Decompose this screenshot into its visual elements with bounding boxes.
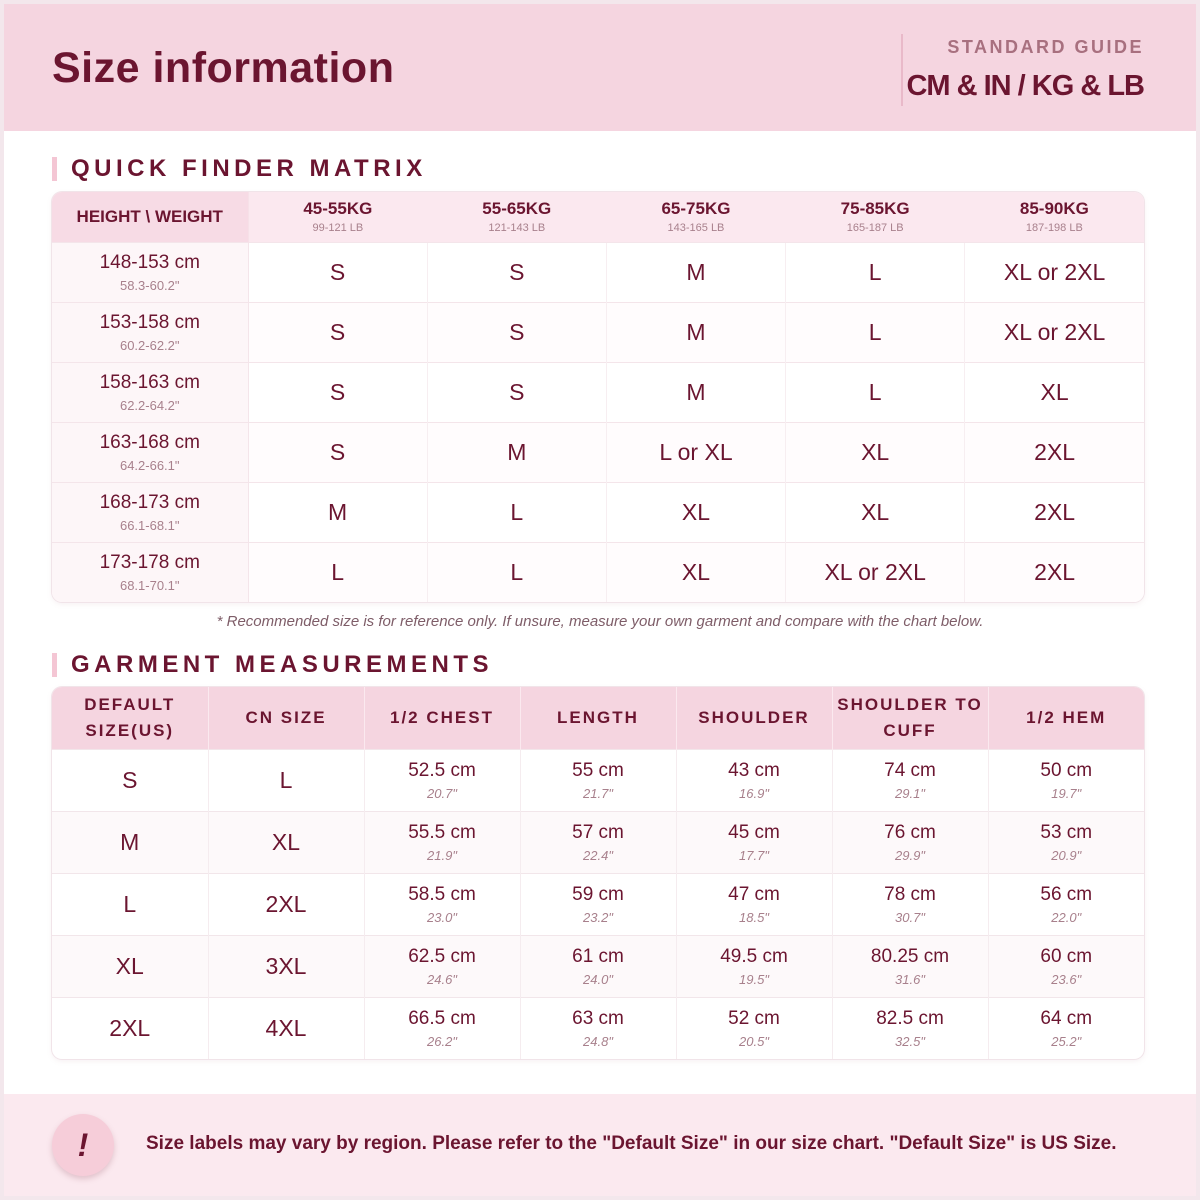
- measurement-cm: 52 cm: [728, 1007, 780, 1029]
- matrix-row: [52, 362, 1144, 422]
- weight-kg: 75-85KG: [840, 199, 910, 219]
- measurement-cm: 76 cm: [884, 821, 936, 843]
- measurement-in: 23.2": [583, 909, 613, 925]
- weight-lb: 99-121 LB: [312, 222, 364, 235]
- height-cm: 168-173 cm: [99, 491, 200, 513]
- recommended-size-cell: M: [606, 302, 785, 362]
- matrix-row: [52, 422, 1144, 482]
- measurement-cell: [364, 873, 520, 935]
- column-header: CN SIZE: [208, 687, 364, 749]
- garment-measurements-table: [52, 687, 1144, 1059]
- recommended-size-cell: XL: [606, 482, 785, 542]
- height-cell: [52, 362, 248, 422]
- height-cm: 148-153 cm: [99, 251, 200, 273]
- weight-kg: 45-55KG: [303, 199, 373, 219]
- matrix-row: [52, 542, 1144, 602]
- recommended-size-cell: S: [248, 302, 427, 362]
- measurement-cell: [988, 935, 1144, 997]
- recommendation-footnote: * Recommended size is for reference only. If unsure, measure your own garment and compare with the chart below.: [216, 613, 984, 630]
- measurement-in: 29.1": [895, 785, 925, 801]
- measurement-in: 18.5": [739, 909, 769, 925]
- measurement-cell: [832, 997, 988, 1059]
- measurement-cell: [364, 811, 520, 873]
- measurement-in: 24.8": [583, 1033, 613, 1049]
- measurement-in: 21.9": [427, 847, 457, 863]
- size-guide-page: [4, 4, 1196, 1196]
- column-header: 1/2 HEM: [988, 687, 1144, 749]
- garment-title: GARMENT MEASUREMENTS: [71, 651, 494, 678]
- measurement-in: 22.0": [1051, 909, 1082, 925]
- quick-finder-table: [52, 192, 1144, 602]
- recommended-size-cell: XL or 2XL: [786, 542, 965, 602]
- measurement-cm: 58.5 cm: [408, 883, 476, 905]
- recommended-size-cell: S: [427, 242, 606, 302]
- recommended-size-cell: 2XL: [965, 542, 1144, 602]
- measurement-in: 25.2": [1051, 1033, 1082, 1049]
- measurement-in: 29.9": [895, 847, 925, 863]
- us-size-cell: XL: [52, 935, 208, 997]
- measurement-in: 16.9": [739, 785, 769, 801]
- page-title: Size information: [52, 44, 395, 92]
- height-cm: 158-163 cm: [99, 371, 200, 393]
- measurement-cell: [364, 997, 520, 1059]
- height-cell: [52, 302, 248, 362]
- measurement-in: 19.7": [1051, 785, 1082, 801]
- measurement-in: 23.0": [427, 909, 457, 925]
- weight-kg: 65-75KG: [661, 199, 731, 219]
- recommended-size-cell: XL or 2XL: [965, 242, 1144, 302]
- region-notice: [4, 1094, 1196, 1196]
- measurement-cm: 78 cm: [884, 883, 936, 905]
- measurement-in: 30.7": [895, 909, 925, 925]
- measurement-cm: 55 cm: [572, 759, 624, 781]
- weight-header: [786, 192, 965, 242]
- section-accent-bar: [52, 157, 57, 181]
- recommended-size-cell: XL: [786, 482, 965, 542]
- measurement-row: [52, 873, 1144, 935]
- garment-heading: [52, 651, 493, 679]
- measurement-cell: [832, 873, 988, 935]
- measurement-cell: [676, 935, 832, 997]
- height-cell: [52, 242, 248, 302]
- column-header: 1/2 CHEST: [364, 687, 520, 749]
- recommended-size-cell: S: [427, 302, 606, 362]
- recommended-size-cell: 2XL: [965, 482, 1144, 542]
- measurement-cm: 80.25 cm: [870, 945, 950, 967]
- measurement-cell: [676, 873, 832, 935]
- measurement-cm: 66.5 cm: [408, 1007, 476, 1029]
- recommended-size-cell: S: [427, 362, 606, 422]
- measurement-cell: [520, 873, 676, 935]
- measurement-row: [52, 997, 1144, 1059]
- matrix-row: [52, 242, 1144, 302]
- height-in: 66.1-68.1": [119, 517, 180, 533]
- column-header: LENGTH: [520, 687, 676, 749]
- measurement-cm: 55.5 cm: [408, 821, 476, 843]
- recommended-size-cell: L: [786, 302, 965, 362]
- measurement-cm: 43 cm: [728, 759, 780, 781]
- measurement-in: 19.5": [739, 971, 769, 987]
- recommended-size-cell: M: [606, 362, 785, 422]
- measurement-cm: 49.5 cm: [720, 945, 788, 967]
- measurement-in: 21.7": [583, 785, 613, 801]
- measurement-in: 17.7": [739, 847, 769, 863]
- height-cell: [52, 422, 248, 482]
- height-in: 68.1-70.1": [119, 577, 180, 593]
- measurement-cm: 53 cm: [1040, 821, 1093, 843]
- recommended-size-cell: L: [427, 482, 606, 542]
- weight-header: [965, 192, 1144, 242]
- weight-header: [606, 192, 785, 242]
- measurement-cell: [988, 873, 1144, 935]
- recommended-size-cell: M: [427, 422, 606, 482]
- measurement-in: 26.2": [427, 1033, 457, 1049]
- measurement-cm: 47 cm: [728, 883, 780, 905]
- weight-kg: 85-90KG: [1019, 199, 1089, 219]
- height-in: 62.2-64.2": [119, 397, 180, 413]
- height-in: 60.2-62.2": [119, 337, 180, 353]
- measurement-cell: [988, 811, 1144, 873]
- measurement-cell: [364, 749, 520, 811]
- recommended-size-cell: L: [427, 542, 606, 602]
- measurement-cm: 62.5 cm: [408, 945, 476, 967]
- height-cm: 173-178 cm: [99, 551, 200, 573]
- cn-size-cell: 3XL: [208, 935, 364, 997]
- measurement-cell: [832, 811, 988, 873]
- guide-units: CM & IN / KG & LB: [906, 70, 1144, 102]
- height-cell: [52, 482, 248, 542]
- cn-size-cell: XL: [208, 811, 364, 873]
- guide-label: STANDARD GUIDE: [947, 37, 1144, 57]
- height-in: 64.2-66.1": [119, 457, 180, 473]
- height-cm: 153-158 cm: [99, 311, 200, 333]
- height-cell: [52, 542, 248, 602]
- measurement-cm: 52.5 cm: [408, 759, 476, 781]
- measurement-cell: [520, 811, 676, 873]
- recommended-size-cell: M: [248, 482, 427, 542]
- cn-size-cell: 2XL: [208, 873, 364, 935]
- column-header: DEFAULT SIZE(US): [52, 687, 208, 749]
- cn-size-cell: L: [208, 749, 364, 811]
- matrix-header-row: [52, 192, 1144, 242]
- weight-lb: 165-187 LB: [846, 222, 904, 235]
- column-header: SHOULDER: [676, 687, 832, 749]
- measurement-cell: [988, 749, 1144, 811]
- measurement-cell: [676, 749, 832, 811]
- quick-finder-title: QUICK FINDER MATRIX: [71, 155, 427, 182]
- weight-header: [427, 192, 606, 242]
- measurement-row: [52, 811, 1144, 873]
- header-divider: [901, 34, 903, 106]
- us-size-cell: M: [52, 811, 208, 873]
- measurement-in: 31.6": [895, 971, 925, 987]
- quick-finder-heading: [52, 155, 427, 183]
- measurement-cm: 56 cm: [1040, 883, 1093, 905]
- matrix-row: [52, 302, 1144, 362]
- header-banner: [4, 4, 1196, 131]
- measurement-cell: [676, 997, 832, 1059]
- weight-lb: 187-198 LB: [1025, 222, 1083, 235]
- measurement-cell: [832, 749, 988, 811]
- exclamation-icon: !: [52, 1114, 114, 1176]
- notice-text: Size labels may vary by region. Please refer to the "Default Size" in our size chart. "Default Size" is US Size.: [146, 1133, 1117, 1154]
- height-cm: 163-168 cm: [99, 431, 200, 453]
- measurement-cm: 74 cm: [884, 759, 936, 781]
- column-header: SHOULDER TO CUFF: [832, 687, 988, 749]
- measurement-cm: 59 cm: [572, 883, 624, 905]
- measurement-row: [52, 935, 1144, 997]
- measurement-in: 20.5": [739, 1033, 769, 1049]
- cn-size-cell: 4XL: [208, 997, 364, 1059]
- section-accent-bar: [52, 653, 57, 677]
- recommended-size-cell: L: [786, 242, 965, 302]
- weight-header: [248, 192, 427, 242]
- measurement-cm: 57 cm: [572, 821, 624, 843]
- recommended-size-cell: L: [248, 542, 427, 602]
- measurement-cm: 60 cm: [1040, 945, 1093, 967]
- measurement-row: [52, 749, 1144, 811]
- weight-lb: 143-165 LB: [667, 222, 725, 235]
- measurement-in: 24.6": [427, 971, 457, 987]
- recommended-size-cell: XL or 2XL: [965, 302, 1144, 362]
- us-size-cell: L: [52, 873, 208, 935]
- measurement-cell: [520, 935, 676, 997]
- measurement-in: 23.6": [1051, 971, 1082, 987]
- recommended-size-cell: XL: [786, 422, 965, 482]
- measurement-cell: [988, 997, 1144, 1059]
- measurements-header-row: [52, 687, 1144, 749]
- measurement-cell: [520, 997, 676, 1059]
- matrix-row: [52, 482, 1144, 542]
- measurement-cell: [832, 935, 988, 997]
- measurement-cm: 45 cm: [728, 821, 780, 843]
- recommended-size-cell: XL: [606, 542, 785, 602]
- measurement-in: 32.5": [895, 1033, 925, 1049]
- measurement-cell: [364, 935, 520, 997]
- weight-kg: 55-65KG: [482, 199, 552, 219]
- recommended-size-cell: S: [248, 242, 427, 302]
- measurement-cm: 82.5 cm: [876, 1007, 944, 1029]
- weight-lb: 121-143 LB: [488, 222, 546, 235]
- recommended-size-cell: L: [786, 362, 965, 422]
- recommended-size-cell: S: [248, 362, 427, 422]
- measurement-cm: 61 cm: [572, 945, 624, 967]
- recommended-size-cell: L or XL: [606, 422, 785, 482]
- recommended-size-cell: S: [248, 422, 427, 482]
- measurement-cm: 64 cm: [1040, 1007, 1093, 1029]
- measurement-cm: 63 cm: [572, 1007, 624, 1029]
- us-size-cell: 2XL: [52, 997, 208, 1059]
- recommended-size-cell: XL: [965, 362, 1144, 422]
- measurement-in: 20.9": [1051, 847, 1082, 863]
- recommended-size-cell: 2XL: [965, 422, 1144, 482]
- measurement-cell: [520, 749, 676, 811]
- measurement-in: 22.4": [583, 847, 613, 863]
- us-size-cell: S: [52, 749, 208, 811]
- measurement-cell: [676, 811, 832, 873]
- height-in: 58.3-60.2": [119, 277, 180, 293]
- measurement-cm: 50 cm: [1040, 759, 1093, 781]
- measurement-in: 20.7": [427, 785, 457, 801]
- recommended-size-cell: M: [606, 242, 785, 302]
- measurement-in: 24.0": [583, 971, 613, 987]
- corner-label: HEIGHT \ WEIGHT: [52, 192, 248, 242]
